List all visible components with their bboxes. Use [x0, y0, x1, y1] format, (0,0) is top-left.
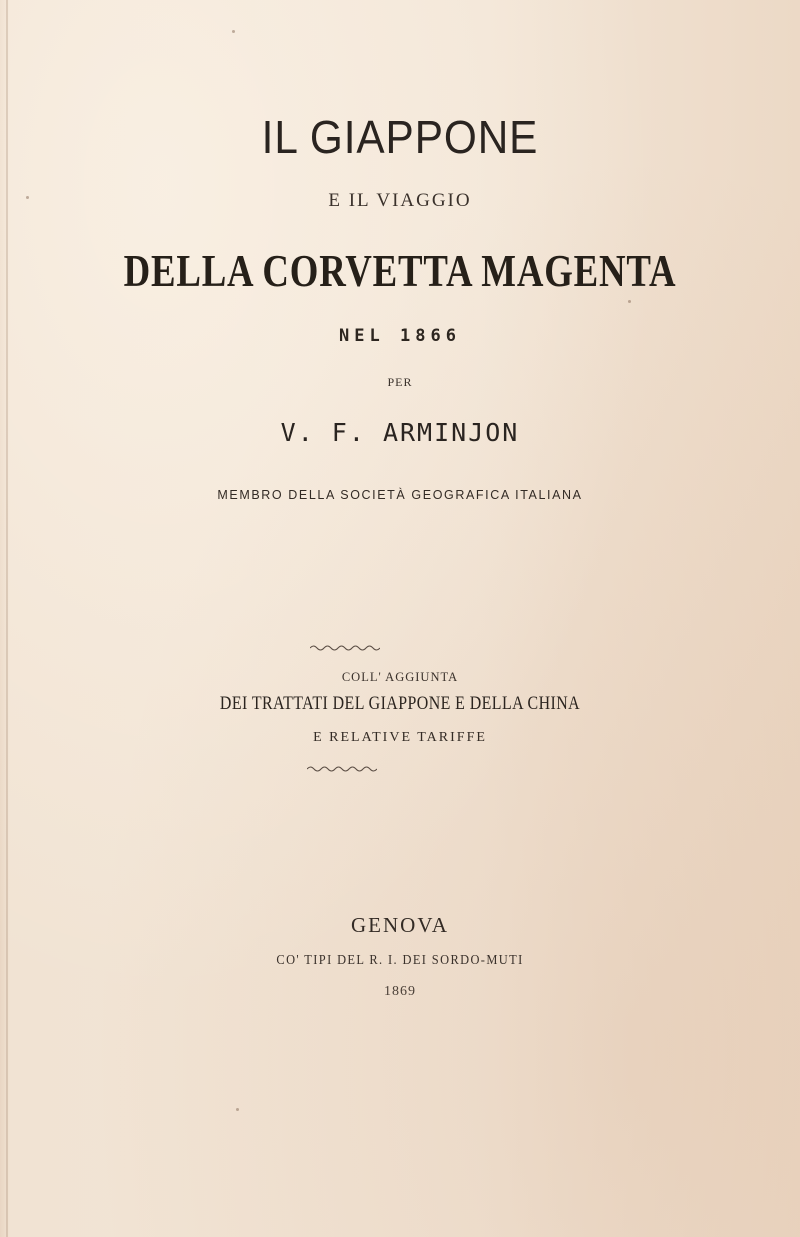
- imprint-year: 1869: [384, 984, 416, 999]
- wavy-divider-icon: [307, 764, 377, 774]
- appendix-intro: COLL' AGGIUNTA: [341, 670, 459, 684]
- paper-speck: [232, 30, 235, 33]
- book-title: IL GIAPPONE: [261, 111, 539, 163]
- subtitle-connector: E IL VIAGGIO: [328, 190, 472, 211]
- imprint-printer: CO' TIPI DEL R. I. DEI SORDO-MUTI: [276, 952, 524, 967]
- wavy-divider-icon: [310, 643, 380, 653]
- author-affiliation: MEMBRO DELLA SOCIETÀ GEOGRAFICA ITALIANA: [217, 488, 583, 502]
- appendix-title: DEI TRATTATI DEL GIAPPONE E DELLA CHINA: [219, 694, 581, 714]
- paper-speck: [236, 1108, 239, 1111]
- page-edge: [6, 0, 8, 1237]
- imprint-city: GENOVA: [351, 913, 449, 937]
- author-name: V. F. ARMINJON: [280, 418, 520, 447]
- appendix-subtitle: E RELATIVE TARIFFE: [313, 730, 487, 745]
- paper-speck: [628, 300, 631, 303]
- paper-speck: [26, 196, 29, 199]
- by-line: PER: [387, 375, 413, 389]
- year-line: NEL 1866: [339, 326, 461, 346]
- main-title: DELLA CORVETTA MAGENTA: [123, 245, 677, 296]
